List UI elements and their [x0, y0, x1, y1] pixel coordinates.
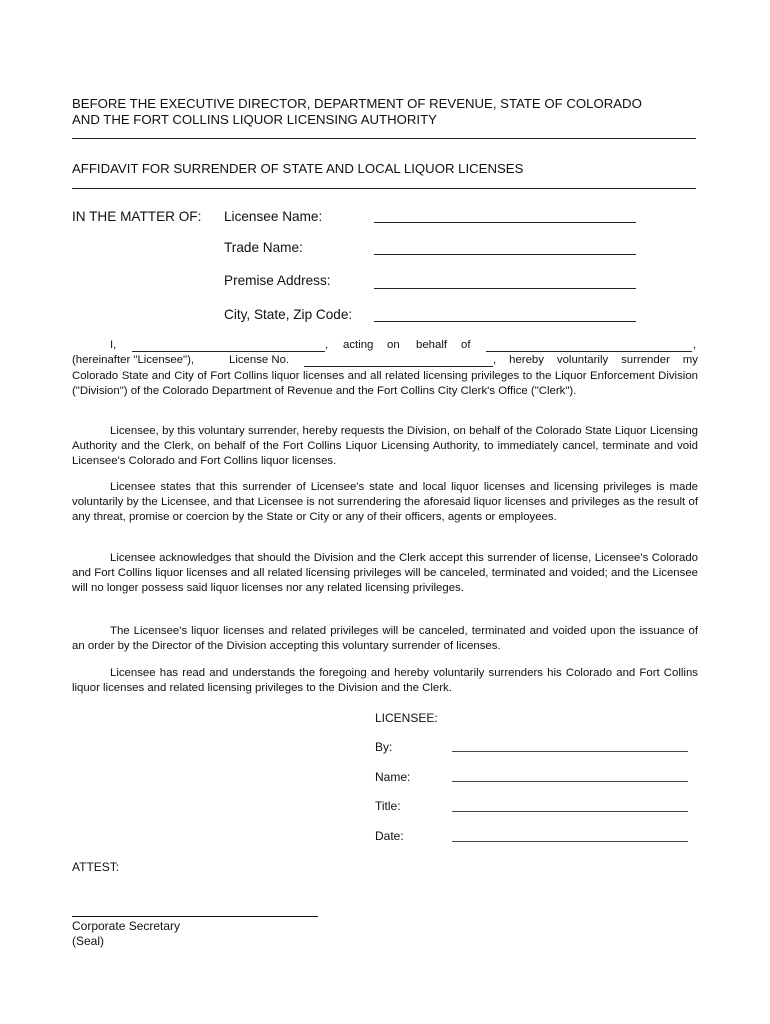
city-state-zip-field[interactable] — [374, 321, 636, 322]
date-label: Date: — [375, 829, 404, 843]
paragraph-2: Licensee, by this voluntary surrender, hereby requests the Division, on behalf of the Colorado State Liquor Licensing Authority and the Clerk, on behalf of the Fort Collins Liquor Licensing Authority, to immediately cancel, terminate and void Licensee's Colorado and Fort Collins liquor licenses. — [72, 425, 698, 468]
paragraph-3: Licensee states that this surrender of Licensee's state and local liquor licenses and licensing privileges is made voluntarily by the Licensee, and that Licensee is not surrendering the aforesaid liquor licenses and privileges as the result of any threat, promise or coercion by the State or City or any of their officers, agents or employees. — [72, 481, 698, 524]
header-line-2: AND THE FORT COLLINS LIQUOR LICENSING AUTHORITY — [72, 112, 437, 127]
paragraph-6: Licensee has read and understands the foregoing and hereby voluntarily surrenders his Colorado and Fort Collins liquor licenses and related licensing privileges to the Division and the Clerk. — [72, 667, 698, 695]
trade-name-label: Trade Name: — [224, 240, 303, 255]
title-signature-line[interactable] — [452, 811, 688, 812]
p1-line1-end: , — [693, 339, 697, 351]
name-signature-line[interactable] — [452, 781, 688, 782]
date-signature-line[interactable] — [452, 841, 688, 842]
attest-signature-line[interactable] — [72, 916, 318, 917]
licensee-name-field[interactable] — [374, 222, 636, 223]
header-divider — [72, 138, 696, 139]
corporate-secretary-label: Corporate Secretary — [72, 919, 181, 933]
header-line-1: BEFORE THE EXECUTIVE DIRECTOR, DEPARTMENT OF REVENUE, STATE OF COLORADO — [72, 96, 642, 111]
p1-hereinafter: (hereinafter "Licensee"), — [72, 354, 195, 366]
on-behalf-of-field[interactable] — [486, 351, 692, 352]
name-label: Name: — [375, 770, 411, 784]
premise-address-label: Premise Address: — [224, 273, 331, 288]
attest-label: ATTEST: — [72, 860, 120, 874]
license-number-field[interactable] — [304, 366, 493, 367]
p1-of: of — [461, 339, 471, 351]
p1-behalf: behalf — [416, 339, 448, 351]
p1-on: on — [387, 339, 400, 351]
p1-license-no: License No. — [229, 354, 290, 366]
paragraph-5: The Licensee's liquor licenses and related privileges will be canceled, terminated and voided upon the issuance of an order by the Director of the Division accepting this voluntary surrender of licenses. — [72, 625, 698, 653]
by-signature-line[interactable] — [452, 751, 688, 752]
p1-i: I, — [110, 339, 117, 351]
by-label: By: — [375, 740, 393, 754]
paragraph-1-rest: Colorado State and City of Fort Collins liquor licenses and all related licensing privileges to the Liquor Enforcement Division ("Division") of the Colorado Department of Revenue and the Fort Collins City Clerk's Office ("Clerk"). — [72, 370, 698, 398]
document-title: AFFIDAVIT FOR SURRENDER OF STATE AND LOCAL LIQUOR LICENSES — [72, 161, 524, 176]
p1-surrender: , hereby voluntarily surrender my — [493, 354, 698, 366]
p1-acting: acting — [343, 339, 374, 351]
title-divider — [72, 188, 696, 189]
paragraph-4: Licensee acknowledges that should the Division and the Clerk accept this surrender of license, Licensee's Colorado and Fort Collins liquor licenses and all related licensing privileges will be canceled, terminated and voided; and the Licensee will no longer possess said liquor licenses nor any related licensing privileges. — [72, 552, 698, 595]
p1-comma: , — [325, 339, 329, 351]
matter-label: IN THE MATTER OF: — [72, 209, 202, 224]
title-label: Title: — [375, 799, 401, 813]
seal-label: (Seal) — [72, 934, 105, 948]
licensee-heading: LICENSEE: — [375, 711, 438, 725]
city-state-zip-label: City, State, Zip Code: — [224, 307, 353, 322]
licensee-name-label: Licensee Name: — [224, 209, 323, 224]
affiant-name-field[interactable] — [132, 351, 325, 352]
premise-address-field[interactable] — [374, 288, 636, 289]
trade-name-field[interactable] — [374, 254, 636, 255]
